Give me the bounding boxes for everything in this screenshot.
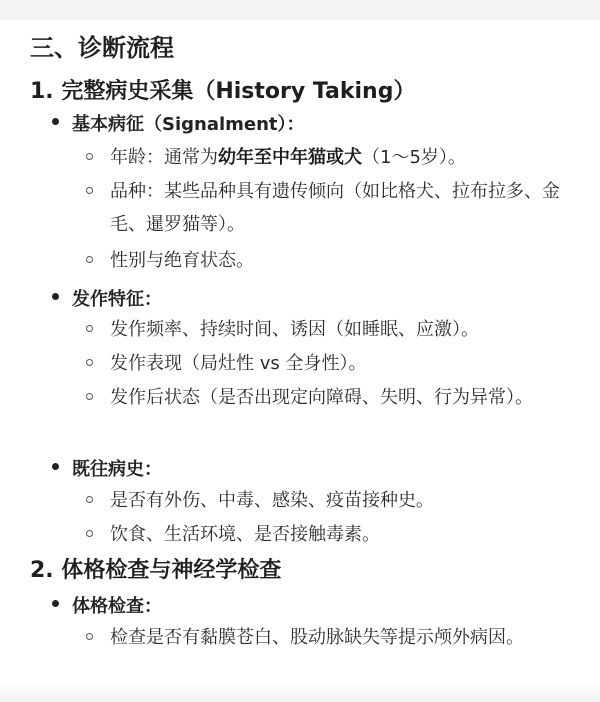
item-text: 发作表现（局灶性 vs 全身性）。 xyxy=(110,353,367,374)
item-text: 是否有外伤、中毒、感染、疫苗接种史。 xyxy=(110,490,434,511)
bullet-label: 基本病征（Signalment）： xyxy=(72,114,305,135)
heading-history-taking: 1. 完整病史采集（History Taking） xyxy=(30,79,416,104)
bullet-dot-icon xyxy=(52,600,59,607)
bullet-label: 体格检查： xyxy=(72,596,162,617)
item-text: 发作后状态（是否出现定向障碍、失明、行为异常）。 xyxy=(110,387,533,408)
circle-bullet-icon xyxy=(86,633,93,640)
circle-bullet-icon xyxy=(86,153,93,160)
list-item xyxy=(86,347,576,380)
bullet-label: 既往病史： xyxy=(72,459,162,480)
circle-bullet-icon xyxy=(86,325,93,332)
item-text: 性别与绝育状态。 xyxy=(110,250,254,271)
circle-bullet-icon xyxy=(86,359,93,366)
item-text: 品种：某些品种具有遗传倾向（如比格犬、拉布拉多、金毛、暹罗猫等）。 xyxy=(110,181,560,235)
item-emphasis: 幼年至中年猫或犬 xyxy=(218,147,362,168)
list-item xyxy=(86,621,576,654)
heading-physical-exam: 2. 体格检查与神经学检查 xyxy=(30,558,282,583)
item-text: 年龄：通常为 xyxy=(110,147,218,168)
bottom-fade xyxy=(0,680,600,702)
bullet-dot-icon xyxy=(52,118,59,125)
bullet-dot-icon xyxy=(52,463,59,470)
list-item xyxy=(86,484,576,517)
circle-bullet-icon xyxy=(86,496,93,503)
item-text: 检查是否有黏膜苍白、股动脉缺失等提示颅外病因。 xyxy=(110,627,524,648)
bullet-label: 发作特征： xyxy=(72,289,162,310)
circle-bullet-icon xyxy=(86,393,93,400)
top-bar xyxy=(0,0,600,20)
list-item xyxy=(86,518,576,551)
list-item xyxy=(86,244,576,277)
section-title: 三、诊断流程 xyxy=(30,34,174,62)
circle-bullet-icon xyxy=(86,530,93,537)
circle-bullet-icon xyxy=(86,256,93,263)
item-text-tail: （1～5岁）。 xyxy=(362,147,466,168)
circle-bullet-icon xyxy=(86,187,93,194)
bullet-dot-icon xyxy=(52,293,59,300)
item-text: 发作频率、持续时间、诱因（如睡眠、应激）。 xyxy=(110,319,479,340)
list-item xyxy=(86,313,576,346)
list-item xyxy=(86,141,576,174)
item-text: 饮食、生活环境、是否接触毒素。 xyxy=(110,524,380,545)
list-item xyxy=(86,381,576,414)
list-item xyxy=(86,175,576,241)
